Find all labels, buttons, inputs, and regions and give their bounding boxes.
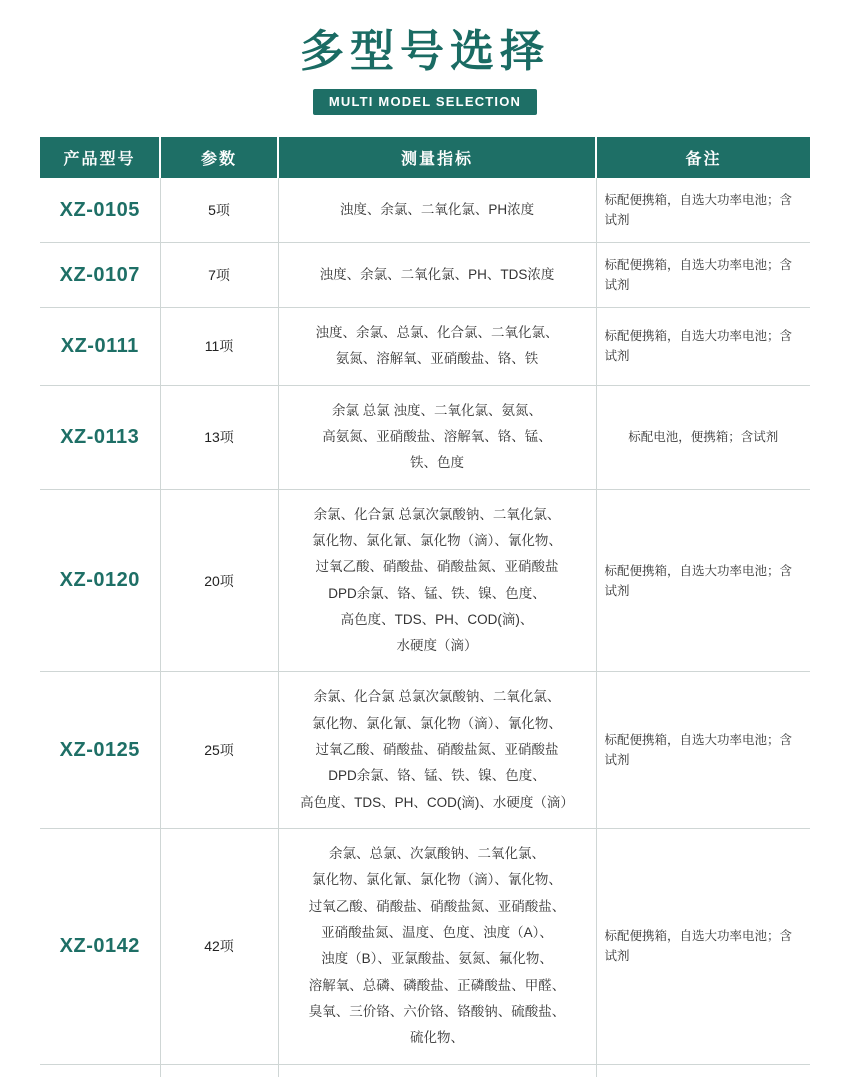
metrics-line: 硫化物、 (410, 1030, 464, 1046)
cell-metrics (278, 178, 596, 243)
cell-remark: 标配便携箱，自选大功率电池；含试剂 (596, 243, 810, 308)
metrics-line: 氯化物、氯化氰、氯化物（滴）、氰化物、 (312, 872, 562, 888)
column-header-metrics: 测量指标 (278, 137, 596, 178)
metrics-line: 浊度、余氯、二氧化氯、PH浓度 (339, 201, 535, 217)
column-header-param: 参数 (160, 137, 278, 178)
metrics-line: 臭氧、三价铬、六价铬、铬酸钠、硫酸盐、 (308, 1003, 566, 1019)
metrics-line: 余氯、化合氯 总氯次氯酸钠、二氧化氯、 (313, 689, 561, 705)
metrics-line: 浊度（B）、亚氯酸盐、氨氮、氟化物、 (321, 951, 553, 967)
cell-remark: 标配便携箱，自选大功率电池；含试剂 (596, 829, 810, 1065)
cell-empty (40, 1064, 160, 1077)
table-row (40, 308, 810, 386)
metrics-line: 亚硝酸盐氮、温度、色度、浊度（A）、 (321, 924, 553, 940)
table-header-row (40, 137, 810, 178)
cell-model: XZ-0142 (40, 829, 160, 1065)
column-header-remark: 备注 (596, 137, 810, 178)
metrics-line: 高氨氮、亚硝酸盐、溶解氧、铬、锰、 (322, 428, 552, 444)
cell-model: XZ-0113 (40, 385, 160, 489)
cell-metrics (278, 308, 596, 386)
metrics-line: 过氧乙酸、硝酸盐、硝酸盐氮、亚硝酸盐、 (308, 898, 566, 914)
metrics-line: 高色度、TDS、PH、COD(滴)、水硬度（滴） (300, 794, 574, 810)
metrics-line: 浊度、余氯、二氧化氯、PH、TDS浓度 (319, 266, 555, 282)
cell-param: 13项 (160, 385, 278, 489)
table-row (40, 243, 810, 308)
cell-model: XZ-0111 (40, 308, 160, 386)
metrics-line: 过氧乙酸、硝酸盐、硝酸盐氮、亚硝酸盐 (315, 559, 559, 575)
table-header (40, 137, 810, 178)
cell-empty (596, 1064, 810, 1077)
table-row-partial (40, 1064, 810, 1077)
page-title: 多型号选择 (300, 27, 550, 76)
cell-param: 20项 (160, 489, 278, 672)
table-row (40, 829, 810, 1065)
subtitle-container (0, 89, 850, 115)
column-header-model: 产品型号 (40, 137, 160, 178)
cell-param: 7项 (160, 243, 278, 308)
metrics-line: 高色度、TDS、PH、COD(滴)、 (340, 611, 534, 627)
metrics-line: 铁、色度 (410, 455, 464, 471)
metrics-line: 过氧乙酸、硝酸盐、硝酸盐氮、亚硝酸盐 (315, 742, 559, 758)
metrics-line: 氯化物、氯化氰、氯化物（滴）、氰化物、 (312, 532, 562, 548)
cell-remark: 标配便携箱，自选大功率电池；含试剂 (596, 489, 810, 672)
cell-metrics (278, 829, 596, 1065)
page-subtitle: MULTI MODEL SELECTION (313, 89, 537, 115)
cell-model: XZ-0120 (40, 489, 160, 672)
metrics-line: 余氯 总氯 浊度、二氧化氯、氨氮、 (331, 402, 542, 418)
metrics-line: 溶解氧、总磷、磷酸盐、正磷酸盐、甲醛、 (308, 977, 566, 993)
cell-param: 11项 (160, 308, 278, 386)
cell-param: 42项 (160, 829, 278, 1065)
table-row (40, 672, 810, 829)
metrics-line: 浊度、余氯、总氯、化合氯、二氧化氯、 (315, 325, 559, 340)
table-row (40, 489, 810, 672)
table-body (40, 178, 810, 1077)
cell-remark: 标配电池，便携箱；含试剂 (596, 385, 810, 489)
metrics-line: 氯化物、氯化氰、氯化物（滴）、氰化物、 (312, 715, 562, 731)
metrics-line: DPD余氯、铬、锰、铁、镍、色度、 (328, 768, 546, 784)
spec-table-container (40, 137, 810, 1077)
cell-model: XZ-0125 (40, 672, 160, 829)
table-row (40, 385, 810, 489)
spec-table (40, 137, 810, 1077)
metrics-line: 氨氮、溶解氧、亚硝酸盐、铬、铁 (335, 351, 539, 367)
cell-model: XZ-0105 (40, 178, 160, 243)
cell-param: 5项 (160, 178, 278, 243)
page-header (0, 0, 850, 115)
cell-metrics (278, 385, 596, 489)
metrics-line: 水硬度（滴） (396, 638, 478, 654)
cell-remark: 标配便携箱，自选大功率电池；含试剂 (596, 672, 810, 829)
cell-remark: 标配便携箱，自选大功率电池；含试剂 (596, 178, 810, 243)
metrics-line: DPD余氯、铬、锰、铁、镍、色度、 (328, 585, 546, 601)
metrics-line: 余氯、总氯、次氯酸钠、二氧化氯、 (329, 846, 545, 861)
cell-param: 25项 (160, 672, 278, 829)
cell-empty (278, 1064, 596, 1077)
cell-metrics (278, 489, 596, 672)
cell-model: XZ-0107 (40, 243, 160, 308)
metrics-line: 余氯、化合氯 总氯次氯酸钠、二氧化氯、 (313, 506, 561, 522)
cell-remark: 标配便携箱，自选大功率电池；含试剂 (596, 308, 810, 386)
cell-empty (160, 1064, 278, 1077)
table-row (40, 178, 810, 243)
cell-metrics (278, 672, 596, 829)
cell-metrics (278, 243, 596, 308)
